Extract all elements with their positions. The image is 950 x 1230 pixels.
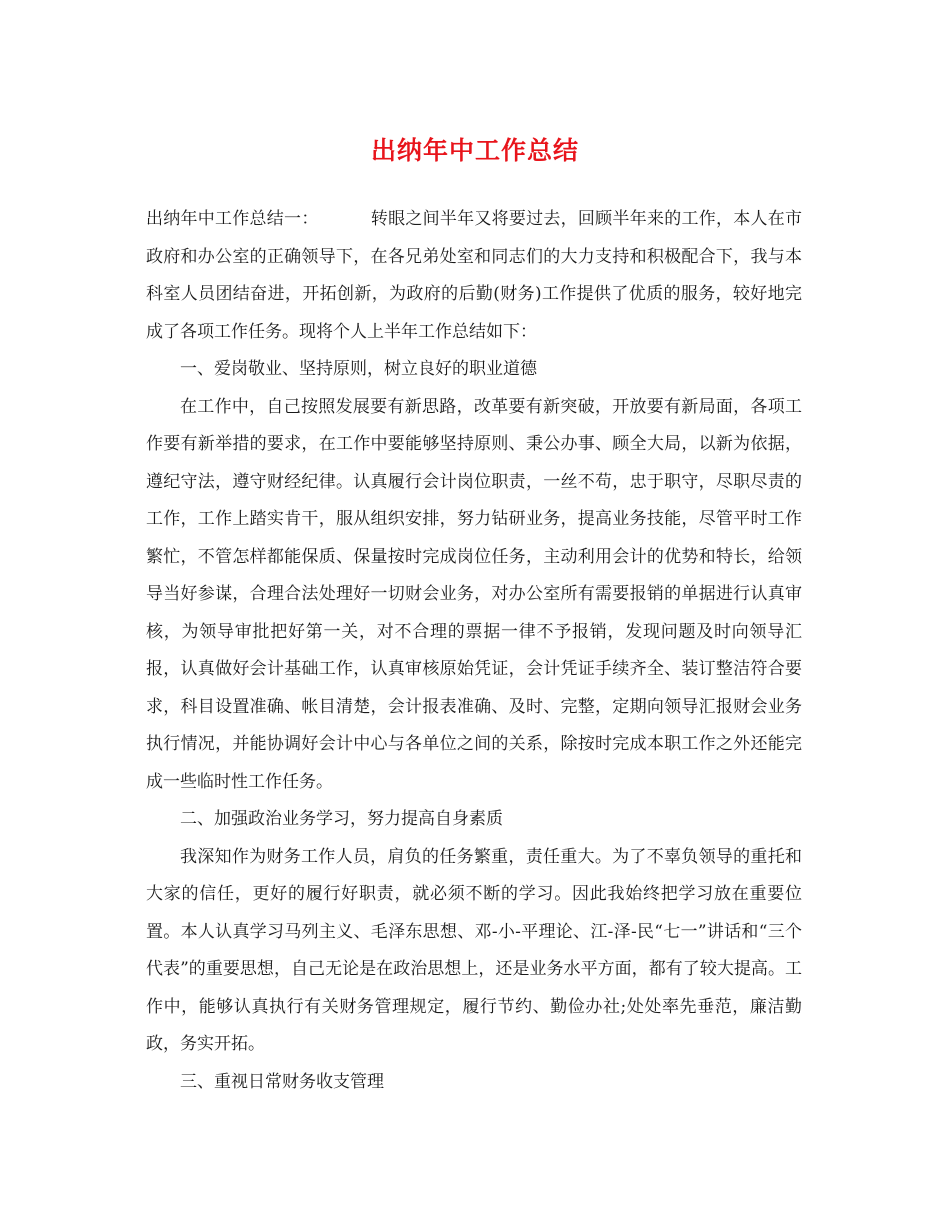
intro-text: 转眼之间半年又将要过去，回顾半年来的工作，本人在市政府和办公室的正确领导下，在各兄弟处室和同志们的大力支持和积极配合下，我与本科室人员团结奋进，开拓创新，为政府的后勤(财务)工作提供了优质的服务，较好地完成了各项工作任务。现将个人上半年工作总结如下： (146, 209, 803, 342)
section-paragraph: 我深知作为财务工作人员，肩负的任务繁重，责任重大。为了不辜负领导的重托和大家的信任，更好的履行好职责，就必须不断的学习。因此我始终把学习放在重要位置。本人认真学习马列主义、毛泽东思想、邓-小-平理论、江-泽-民“七一”讲话和“三个代表”的重要思想，自己无论是在政治思想上，还是业务水平方面，都有了较大提高。工作中，能够认真执行有关财务管理规定，履行节约、勤俭办社;处处率先垂范，廉洁勤政，务实开拓。 (146, 846, 802, 1054)
section-heading: 三、重视日常财务收支管理 (180, 1071, 384, 1092)
section-paragraph: 在工作中，自己按照发展要有新思路，改革要有新突破，开放要有新局面，各项工作要有新举措的要求，在工作中要能够坚持原则、秉公办事、顾全大局，以新为依据，遵纪守法，遵守财经纪律。认真履行会计岗位职责，一丝不苟，忠于职守，尽职尽责的工作，工作上踏实肯干，服从组织安排，努力钻研业务，提高业务技能，尽管平时工作繁忙，不管怎样都能保质、保量按时完成岗位任务，主动利用会计的优势和特长，给领导当好参谋，合理合法处理好一切财会业务，对办公室所有需要报销的单据进行认真审核，为领导审批把好第一关，对不合理的票据一律不予报销，发现问题及时向领导汇报，认真做好会计基础工作，认真审核原始凭证，会计凭证手续齐全、装订整洁符合要求，科目设置准确、帐目清楚，会计报表准确、及时、完整，定期向领导汇报财会业务执行情况，并能协调好会计中心与各单位之间的关系，除按时完成本职工作之外还能完成一些临时性工作任务。 (146, 396, 802, 792)
section-heading: 一、爱岗敬业、坚持原则，树立良好的职业道德 (180, 359, 537, 379)
section-heading: 二、加强政治业务学习，努力提高自身素质 (180, 809, 503, 829)
document-title: 出纳年中工作总结 (370, 136, 579, 165)
intro-paragraph (146, 201, 802, 351)
document-body (146, 201, 802, 1101)
intro-lead: 出纳年中工作总结一： (146, 209, 319, 229)
